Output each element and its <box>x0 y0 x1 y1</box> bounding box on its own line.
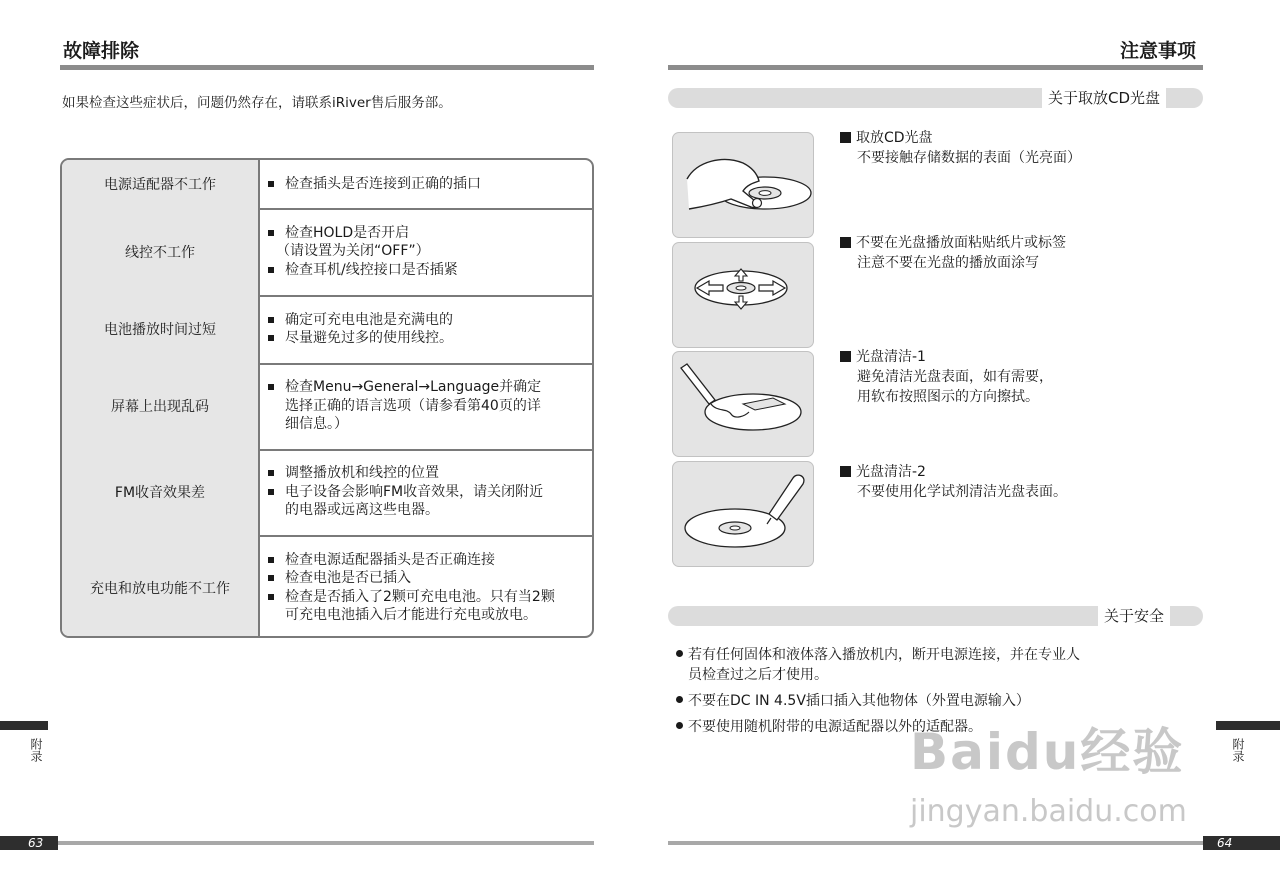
solution-line: 电子设备会影响FM收音效果，请关闭附近 <box>268 483 584 502</box>
cd-section-label: 关于取放CD光盘 <box>1042 88 1166 108</box>
solution-line: 检查电池是否已插入 <box>268 569 584 588</box>
safety-item: 若有任何固体和液体落入播放机内，断开电源连接，并在专业人 员检查过之后才使用。 <box>676 645 1146 685</box>
page-number-left: 63 <box>0 836 58 850</box>
symptom-cell: 充电和放电功能不工作 <box>62 535 260 638</box>
footer-rule-right <box>668 841 1203 845</box>
solution-line: 检查HOLD是否开启 <box>268 224 584 243</box>
bullet-square-icon <box>268 575 274 581</box>
bullet-square-icon <box>268 594 274 600</box>
page-title-left: 故障排除 <box>63 40 140 62</box>
table-row <box>62 208 592 297</box>
solution-line: （请设置为关闭“OFF”） <box>276 243 430 260</box>
cd-note-heading: 光盘清洁-2 <box>856 464 926 480</box>
cd-note <box>840 233 1066 273</box>
symptom-cell: 电池播放时间过短 <box>62 295 260 363</box>
title-rule-left <box>60 65 594 70</box>
table-row <box>62 449 592 537</box>
cd-note <box>840 347 1053 407</box>
bullet-square-icon <box>268 557 274 563</box>
disc-cleaning-1-illustration <box>672 351 814 457</box>
cd-note-heading: 不要在光盘播放面粘贴纸片或标签 <box>856 235 1066 251</box>
safety-section-label: 关于安全 <box>1098 606 1170 626</box>
troubleshooting-table <box>60 158 594 638</box>
cd-note-line: 不要使用化学试剂清洁光盘表面。 <box>857 484 1067 500</box>
solution-line: 检查插头是否连接到正确的插口 <box>268 175 584 194</box>
footer-rule-left <box>58 841 594 845</box>
cd-note-line: 注意不要在光盘的播放面涂写 <box>857 255 1039 271</box>
page-title-right: 注意事项 <box>1120 40 1197 62</box>
solution-line: 检查是否插入了2颗可充电电池。只有当2颗 <box>268 588 584 607</box>
bullet-square-icon <box>268 384 274 390</box>
side-tab-bar-right <box>1216 721 1280 730</box>
cd-note-heading: 取放CD光盘 <box>856 130 933 146</box>
disc-handling-illustration <box>672 132 814 238</box>
solution-line: 的电器或远离这些电器。 <box>285 502 439 519</box>
disc-label-illustration <box>672 242 814 348</box>
solution-cell <box>260 295 592 363</box>
cd-note-line: 用软布按照图示的方向擦拭。 <box>857 389 1039 405</box>
title-rule-right <box>668 65 1203 70</box>
bullet-square-icon <box>268 230 274 236</box>
side-tab-label-right: 附录 <box>1231 738 1245 762</box>
cd-note-line: 不要接触存储数据的表面（光亮面） <box>857 150 1081 166</box>
solution-cell <box>260 363 592 449</box>
symptom-cell: 线控不工作 <box>62 208 260 295</box>
side-tab-bar-left <box>0 721 48 730</box>
bullet-square-icon <box>268 267 274 273</box>
bullet-square-icon <box>840 351 851 362</box>
solution-line: 检查耳机/线控接口是否插紧 <box>268 261 584 280</box>
bullet-dot-icon <box>676 650 683 657</box>
symptom-cell: FM收音效果差 <box>62 449 260 535</box>
watermark-url: jingyan.baidu.com <box>910 794 1187 829</box>
cd-note <box>840 462 1067 502</box>
bullet-square-icon <box>268 181 274 187</box>
solution-cell <box>260 449 592 535</box>
solution-line: 检查Menu→General→Language并确定 <box>268 378 584 397</box>
solution-line: 可充电电池插入后才能进行充电或放电。 <box>285 607 537 623</box>
safety-item: 不要使用随机附带的电源适配器以外的适配器。 <box>676 717 1146 737</box>
solution-line: 检查电源适配器插头是否正确连接 <box>268 551 584 570</box>
side-tab-label-left: 附录 <box>29 738 43 762</box>
bullet-dot-icon <box>676 696 683 703</box>
cd-note-heading: 光盘清洁-1 <box>856 349 926 365</box>
bullet-square-icon <box>268 489 274 495</box>
solution-line: 细信息。） <box>285 416 348 433</box>
disc-cleaning-2-illustration <box>672 461 814 567</box>
safety-item: 不要在DC IN 4.5V插口插入其他物体（外置电源输入） <box>676 691 1146 711</box>
table-row <box>62 160 592 210</box>
cd-note <box>840 128 1081 168</box>
symptom-cell: 屏幕上出现乱码 <box>62 363 260 449</box>
cd-note-line: 避免清洁光盘表面，如有需要， <box>857 369 1053 385</box>
table-row <box>62 295 592 365</box>
bullet-square-icon <box>268 335 274 341</box>
bullet-square-icon <box>840 237 851 248</box>
solution-line: 尽量避免过多的使用线控。 <box>268 329 584 348</box>
table-row <box>62 363 592 451</box>
bullet-square-icon <box>840 132 851 143</box>
bullet-square-icon <box>840 466 851 477</box>
solution-line: 确定可充电电池是充满电的 <box>268 311 584 330</box>
solution-line: 调整播放机和线控的位置 <box>268 464 584 483</box>
symptom-cell: 电源适配器不工作 <box>62 160 260 208</box>
solution-cell <box>260 160 592 208</box>
table-row <box>62 535 592 638</box>
bullet-dot-icon <box>676 722 683 729</box>
intro-text: 如果检查这些症状后，问题仍然存在，请联系iRiver售后服务部。 <box>62 95 452 111</box>
solution-line: 选择正确的语言选项（请参看第40页的详 <box>285 397 541 414</box>
bullet-square-icon <box>268 470 274 476</box>
page-number-right: 64 <box>1203 836 1280 850</box>
solution-cell <box>260 208 592 295</box>
watermark-logo: Baidu经验 <box>910 723 1185 781</box>
bullet-square-icon <box>268 317 274 323</box>
solution-cell <box>260 535 592 638</box>
